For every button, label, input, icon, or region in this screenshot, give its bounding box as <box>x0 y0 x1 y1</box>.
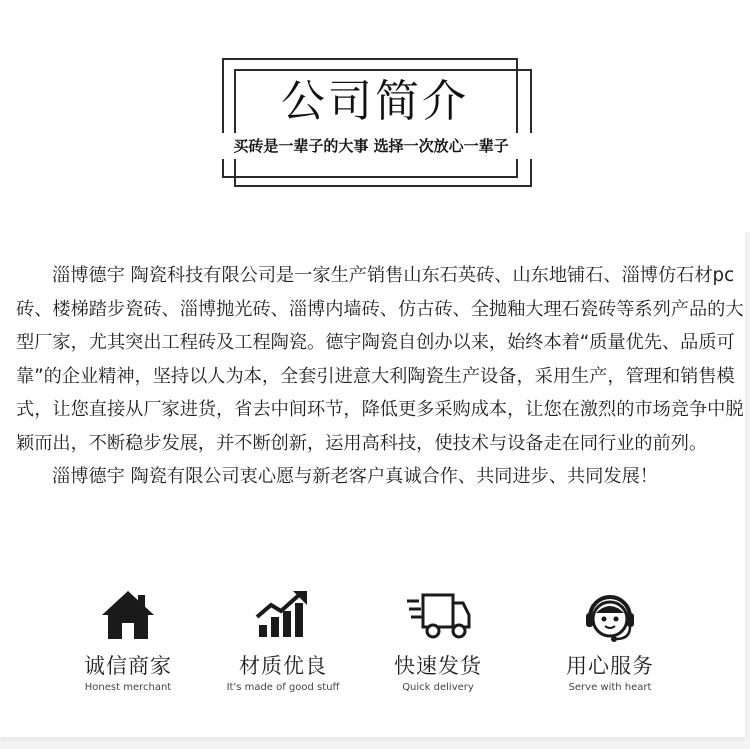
feature-list <box>0 587 745 717</box>
feature-subtitle: It's made of good stuff <box>226 682 340 693</box>
feature-item-quick-delivery <box>358 587 518 695</box>
feature-title: 材质优良 <box>239 654 327 678</box>
slogan-text: 买砖是一辈子的大事 选择一次放心一辈子 <box>206 133 536 159</box>
feature-title: 诚信商家 <box>84 654 172 678</box>
page-title: 公司简介 <box>281 76 469 127</box>
intro-paragraph: 淄博德宇 陶瓷科技有限公司是一家生产销售山东石英砖、山东地铺石、淄博仿石材pc砖、楼梯踏步瓷砖、淄博抛光砖、淄博内墙砖、仿古砖、全抛釉大理石瓷砖等系列产品的大型厂家，尤其突出工程砖及工程陶瓷。德宇陶瓷自创办以来，始终本着“质量优先、品质可靠”的企业精神，坚持以人为本，全套引进意大利陶瓷生产设备，采用生产，管理和销售模式，让您直接从厂家进货，省去中间环节，降低更多采购成本，让您在激烈的市场竞争中脱颖而出，不断稳步发展，并不断创新，运用高科技，使技术与设备走在同行业的前列。 <box>16 265 744 454</box>
header-section <box>0 0 750 232</box>
feature-item-good-material <box>203 587 363 695</box>
feature-subtitle: Serve with heart <box>568 682 652 693</box>
feature-title: 快速发货 <box>394 654 482 678</box>
customer-service-icon <box>580 587 640 647</box>
feature-subtitle: Honest merchant <box>84 682 172 693</box>
house-icon <box>100 587 156 643</box>
intro-paragraph: 淄博德宇 陶瓷有限公司衷心愿与新老客户真诚合作、共同进步、共同发展！ <box>52 466 658 487</box>
feature-item-honest-merchant <box>48 587 208 695</box>
feature-item-serve-with-heart <box>530 587 690 695</box>
delivery-truck-icon <box>405 587 471 643</box>
company-intro <box>16 259 744 494</box>
intro-card <box>0 232 745 737</box>
growth-chart-icon <box>253 587 313 643</box>
feature-title: 用心服务 <box>566 654 654 678</box>
feature-subtitle: Quick delivery <box>402 682 474 693</box>
content-section <box>0 232 750 749</box>
